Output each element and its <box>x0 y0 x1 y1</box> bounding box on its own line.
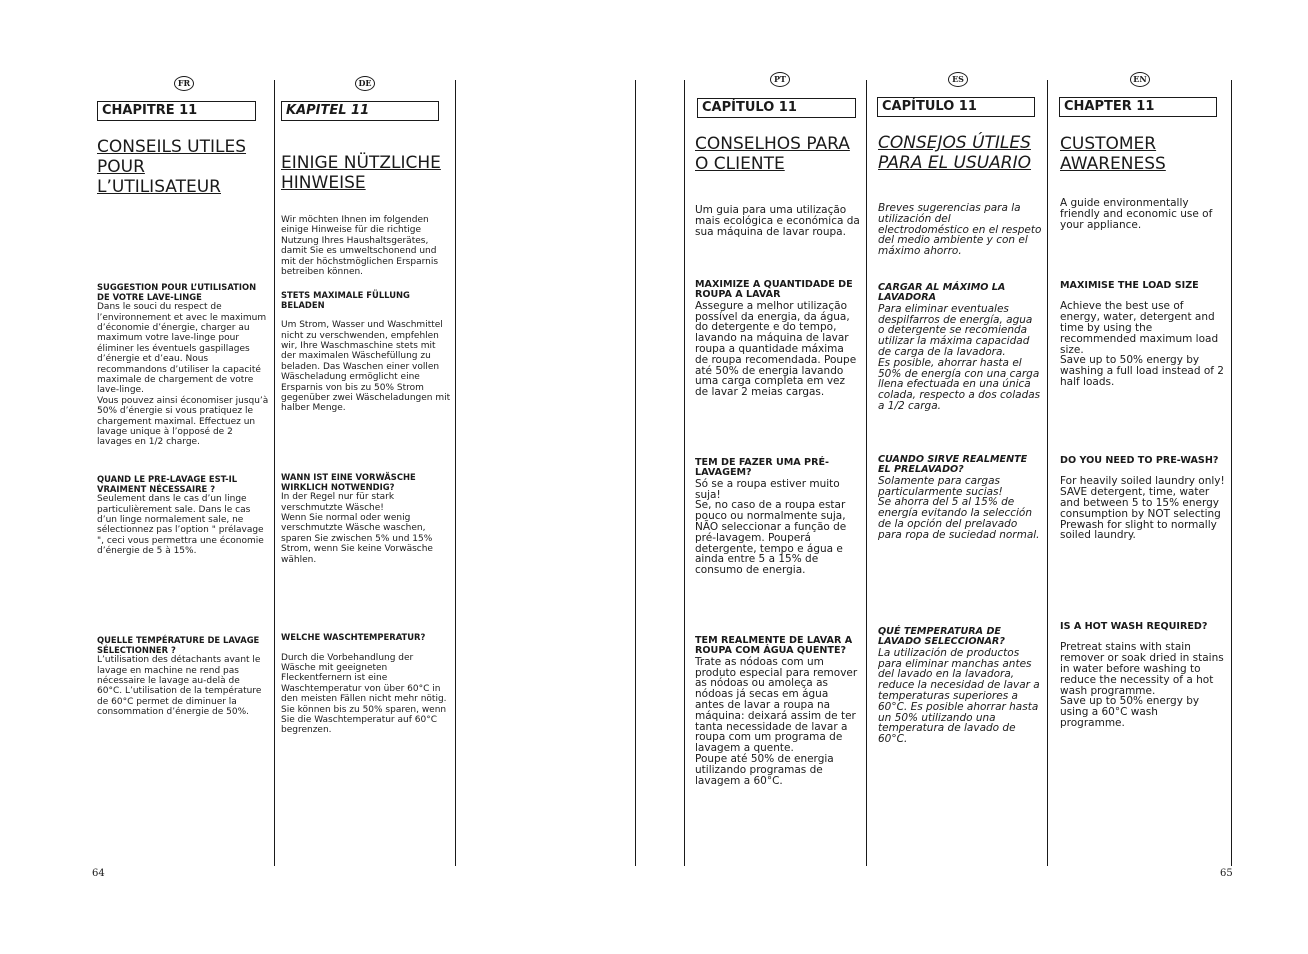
section-text: L’utilisation des détachants avant le lavage en machine ne rend pas nécessaire le lavage au-delà de 60°C. L’utilisation de la température de 60°C permet de diminuer la consommation d’énergie de 50%. <box>97 655 262 718</box>
section-temperature <box>97 636 267 718</box>
section-heading: DO YOU NEED TO PRE-WASH? <box>1060 455 1219 466</box>
section-prewash <box>281 473 449 565</box>
section-title: EINIGE NÜTZLICHE HINWEISE <box>281 153 441 193</box>
section-heading: QUELLE TEMPÉRATURE DE LAVAGE SÉLECTIONNER ? <box>97 635 260 655</box>
page-gutter-line <box>635 80 636 866</box>
section-temperature <box>878 627 1042 745</box>
section-heading: WELCHE WASCHTEMPERATUR? <box>281 632 426 642</box>
language-badge-fr: FR <box>174 76 194 91</box>
divider-line <box>684 80 685 866</box>
chapter-box: CAPÍTULO 11 <box>877 97 1035 117</box>
section-heading: MAXIMIZE A QUANTIDADE DE ROUPA A LAVAR <box>695 279 853 301</box>
section-prewash <box>695 458 860 576</box>
section-heading: TEM DE FAZER UMA PRÉ-LAVAGEM? <box>695 457 830 479</box>
divider-line <box>866 80 867 866</box>
section-text: Só se a roupa estiver muito suja! Se, no caso de a roupa estar pouco ou normalmente suja, NÃO seleccionar a função de pré-lavagem. Pouperá detergente, tempo e água e ainda entre 5 a 15% de consumo de energia. <box>695 477 847 577</box>
section-heading: CARGAR AL MÁXIMO LA LAVADORA <box>878 282 1006 304</box>
section-text: Um Strom, Wasser und Waschmittel nicht zu verschwenden, empfehlen wir, Ihre Waschmaschine stets mit der maximalen Wäschefüllung zu beladen. Das Waschen einer vollen Wäscheladung ermöglicht eine Ersparnis von bis zu 50% Strom gegenüber zwei Wäscheladungen mit halber Menge. <box>281 320 451 414</box>
section-heading: MAXIMISE THE LOAD SIZE <box>1060 280 1199 291</box>
intro-text: Wir möchten Ihnen im folgenden einige Hinweise für die richtige Nutzung Ihres Haushaltsgerätes, damit Sie es umweltschonend und mit der höchstmöglichen Ersparnis betreiben können. <box>281 215 439 278</box>
section-prewash <box>97 475 267 557</box>
page-number-left: 64 <box>92 868 105 879</box>
section-text: Dans le souci du respect de l’environnement et avec le maximum d’économie d’énergie, charger au maximum votre lave-linge pour éliminer les éventuels gaspillages d’énergie et d’eau. Nous recommandons d’utiliser la capacité maximale de chargement de votre lave-linge. Vous pouvez ainsi économiser jusqu’à 50% d’énergie si vous pratiquez le chargement maximal. Effectuez un lavage unique à l’opposé de 2 lavages en 1/2 charge. <box>97 302 269 448</box>
chapter-box: CHAPITRE 11 <box>97 101 256 121</box>
section-text: Para eliminar eventuales despilfarros de energía, agua o detergente se recomienda utilizar la máxima capacidad de carga de la lavadora. Es posible, ahorrar hasta el 50% de energía con una carga llena efectuada en una única colada, respecto a dos coladas a 1/2 carga. <box>878 302 1041 412</box>
section-heading: STETS MAXIMALE FÜLLUNG BELADEN <box>281 290 410 310</box>
divider-line <box>455 80 456 866</box>
language-badge-de: DE <box>355 76 375 91</box>
chapter-box: CAPÍTULO 11 <box>697 98 856 118</box>
section-heading: IS A HOT WASH REQUIRED? <box>1060 621 1208 632</box>
language-badge-es: ES <box>948 72 968 87</box>
section-temperature <box>695 636 860 786</box>
section-title: CONSELHOS PARA O CLIENTE <box>695 134 850 174</box>
section-temperature <box>281 633 449 736</box>
divider-line <box>1231 80 1232 866</box>
intro-text: A guide environmentally friendly and economic use of your appliance. <box>1060 197 1213 231</box>
section-temperature <box>1060 622 1225 729</box>
section-title: CONSEJOS ÚTILES PARA EL USUARIO <box>878 133 1032 173</box>
section-text: Seulement dans le cas d’un linge particulièrement sale. Dans le cas d’un linge normalement sale, ne sélectionnez pas l’option " prélavage ", ceci vous permettra une économie d’énergie de 5 à 15%. <box>97 494 264 557</box>
intro-text: Breves sugerencias para la utilización del electrodoméstico en el respeto del medio ambiente y con el máximo ahorro. <box>878 202 1042 258</box>
page-number-right: 65 <box>1220 868 1233 879</box>
section-text: Achieve the best use of energy, water, detergent and time by using the recommended maximum load size. Save up to 50% energy by washing a full load instead of 2 half loads. <box>1060 300 1224 388</box>
section-text: Durch die Vorbehandlung der Wäsche mit geeigneten Fleckentfernern ist eine Waschtemperatur von über 60°C in den meisten Fällen nicht mehr nötig. Sie können bis zu 50% sparen, wenn Sie die Waschtemperatur auf 60°C begrenzen. <box>281 652 447 736</box>
section-heading: SUGGESTION POUR L’UTILISATION DE VOTRE LAVE-LINGE <box>97 282 257 302</box>
section-text: La utilización de productos para eliminar manchas antes del lavado en la lavadora, reduce la necesidad de lavar a temperaturas superiores a 60°C. Es posible ahorrar hasta un 50% utilizando una temperatura de lavado de 60°C. <box>878 646 1040 746</box>
section-text: For heavily soiled laundry only! SAVE detergent, time, water and between 5 to 15% energy consumption by NOT selecting Prewash for slight to normally soiled laundry. <box>1060 475 1225 542</box>
section-max-load <box>695 280 860 398</box>
chapter-box: KAPITEL 11 <box>281 101 439 121</box>
section-heading: QUÉ TEMPERATURA DE LAVADO SELECCIONAR? <box>878 626 1005 648</box>
intro-text: Um guia para uma utilização mais ecológica e económica da sua máquina de lavar roupa. <box>695 204 860 238</box>
section-max-load <box>1060 281 1225 388</box>
section-text: Trate as nódoas com um produto especial para remover as nódoas ou amoleça as nódoas já secas em água antes de lavar a roupa na máquina: deixará assim de ter tanta necessidade de lavar a roupa com um programa de lavagem a quente. Poupe até 50% de energia utilizando programas de lavagem a 60°C. <box>695 655 858 787</box>
language-badge-pt: PT <box>770 72 790 87</box>
divider-line <box>1047 80 1048 866</box>
section-text: Solamente para cargas particularmente sucias! Se ahorra del 5 al 15% de energía evitando la selección de la opción del prelavado para ropa de suciedad normal. <box>878 474 1040 541</box>
section-max-load <box>281 291 451 414</box>
section-text: Pretreat stains with stain remover or soak dried in stains in water before washing to reduce the necessity of a hot wash programme. Save up to 50% energy by using a 60°C wash programme. <box>1060 641 1224 729</box>
section-heading: WANN IST EINE VORWÄSCHE WIRKLICH NOTWENDIG? <box>281 472 416 492</box>
section-text: In der Regel nur für stark verschmutzte Wäsche! Wenn Sie normal oder wenig verschmutzte Wäsche waschen, sparen Sie zwischen 5% und 15% Strom, wenn Sie keine Vorwäsche wählen. <box>281 492 433 565</box>
chapter-box: CHAPTER 11 <box>1059 97 1217 117</box>
section-heading: CUANDO SIRVE REALMENTE EL PRELAVADO? <box>878 454 1028 476</box>
divider-line <box>274 80 275 866</box>
section-text: Assegure a melhor utilização possível da energia, da água, do detergente e do tempo, lavando na máquina de lavar roupa a quantidade máxima de roupa recomendada. Poupe até 50% de energia lavando uma carga completa em vez de lavar 2 meias cargas. <box>695 299 857 399</box>
language-badge-en: EN <box>1130 72 1150 87</box>
section-prewash <box>878 455 1042 541</box>
section-heading: TEM REALMENTE DE LAVAR A ROUPA COM ÁGUA QUENTE? <box>695 635 853 657</box>
section-prewash <box>1060 456 1225 541</box>
section-title: CUSTOMER AWARENESS <box>1060 134 1166 174</box>
section-max-load <box>878 283 1042 412</box>
section-heading: QUAND LE PRE-LAVAGE EST-IL VRAIMENT NÉCESSAIRE ? <box>97 474 238 494</box>
section-suggestion <box>97 283 269 448</box>
section-title: CONSEILS UTILES POUR L’UTILISATEUR <box>97 137 247 197</box>
